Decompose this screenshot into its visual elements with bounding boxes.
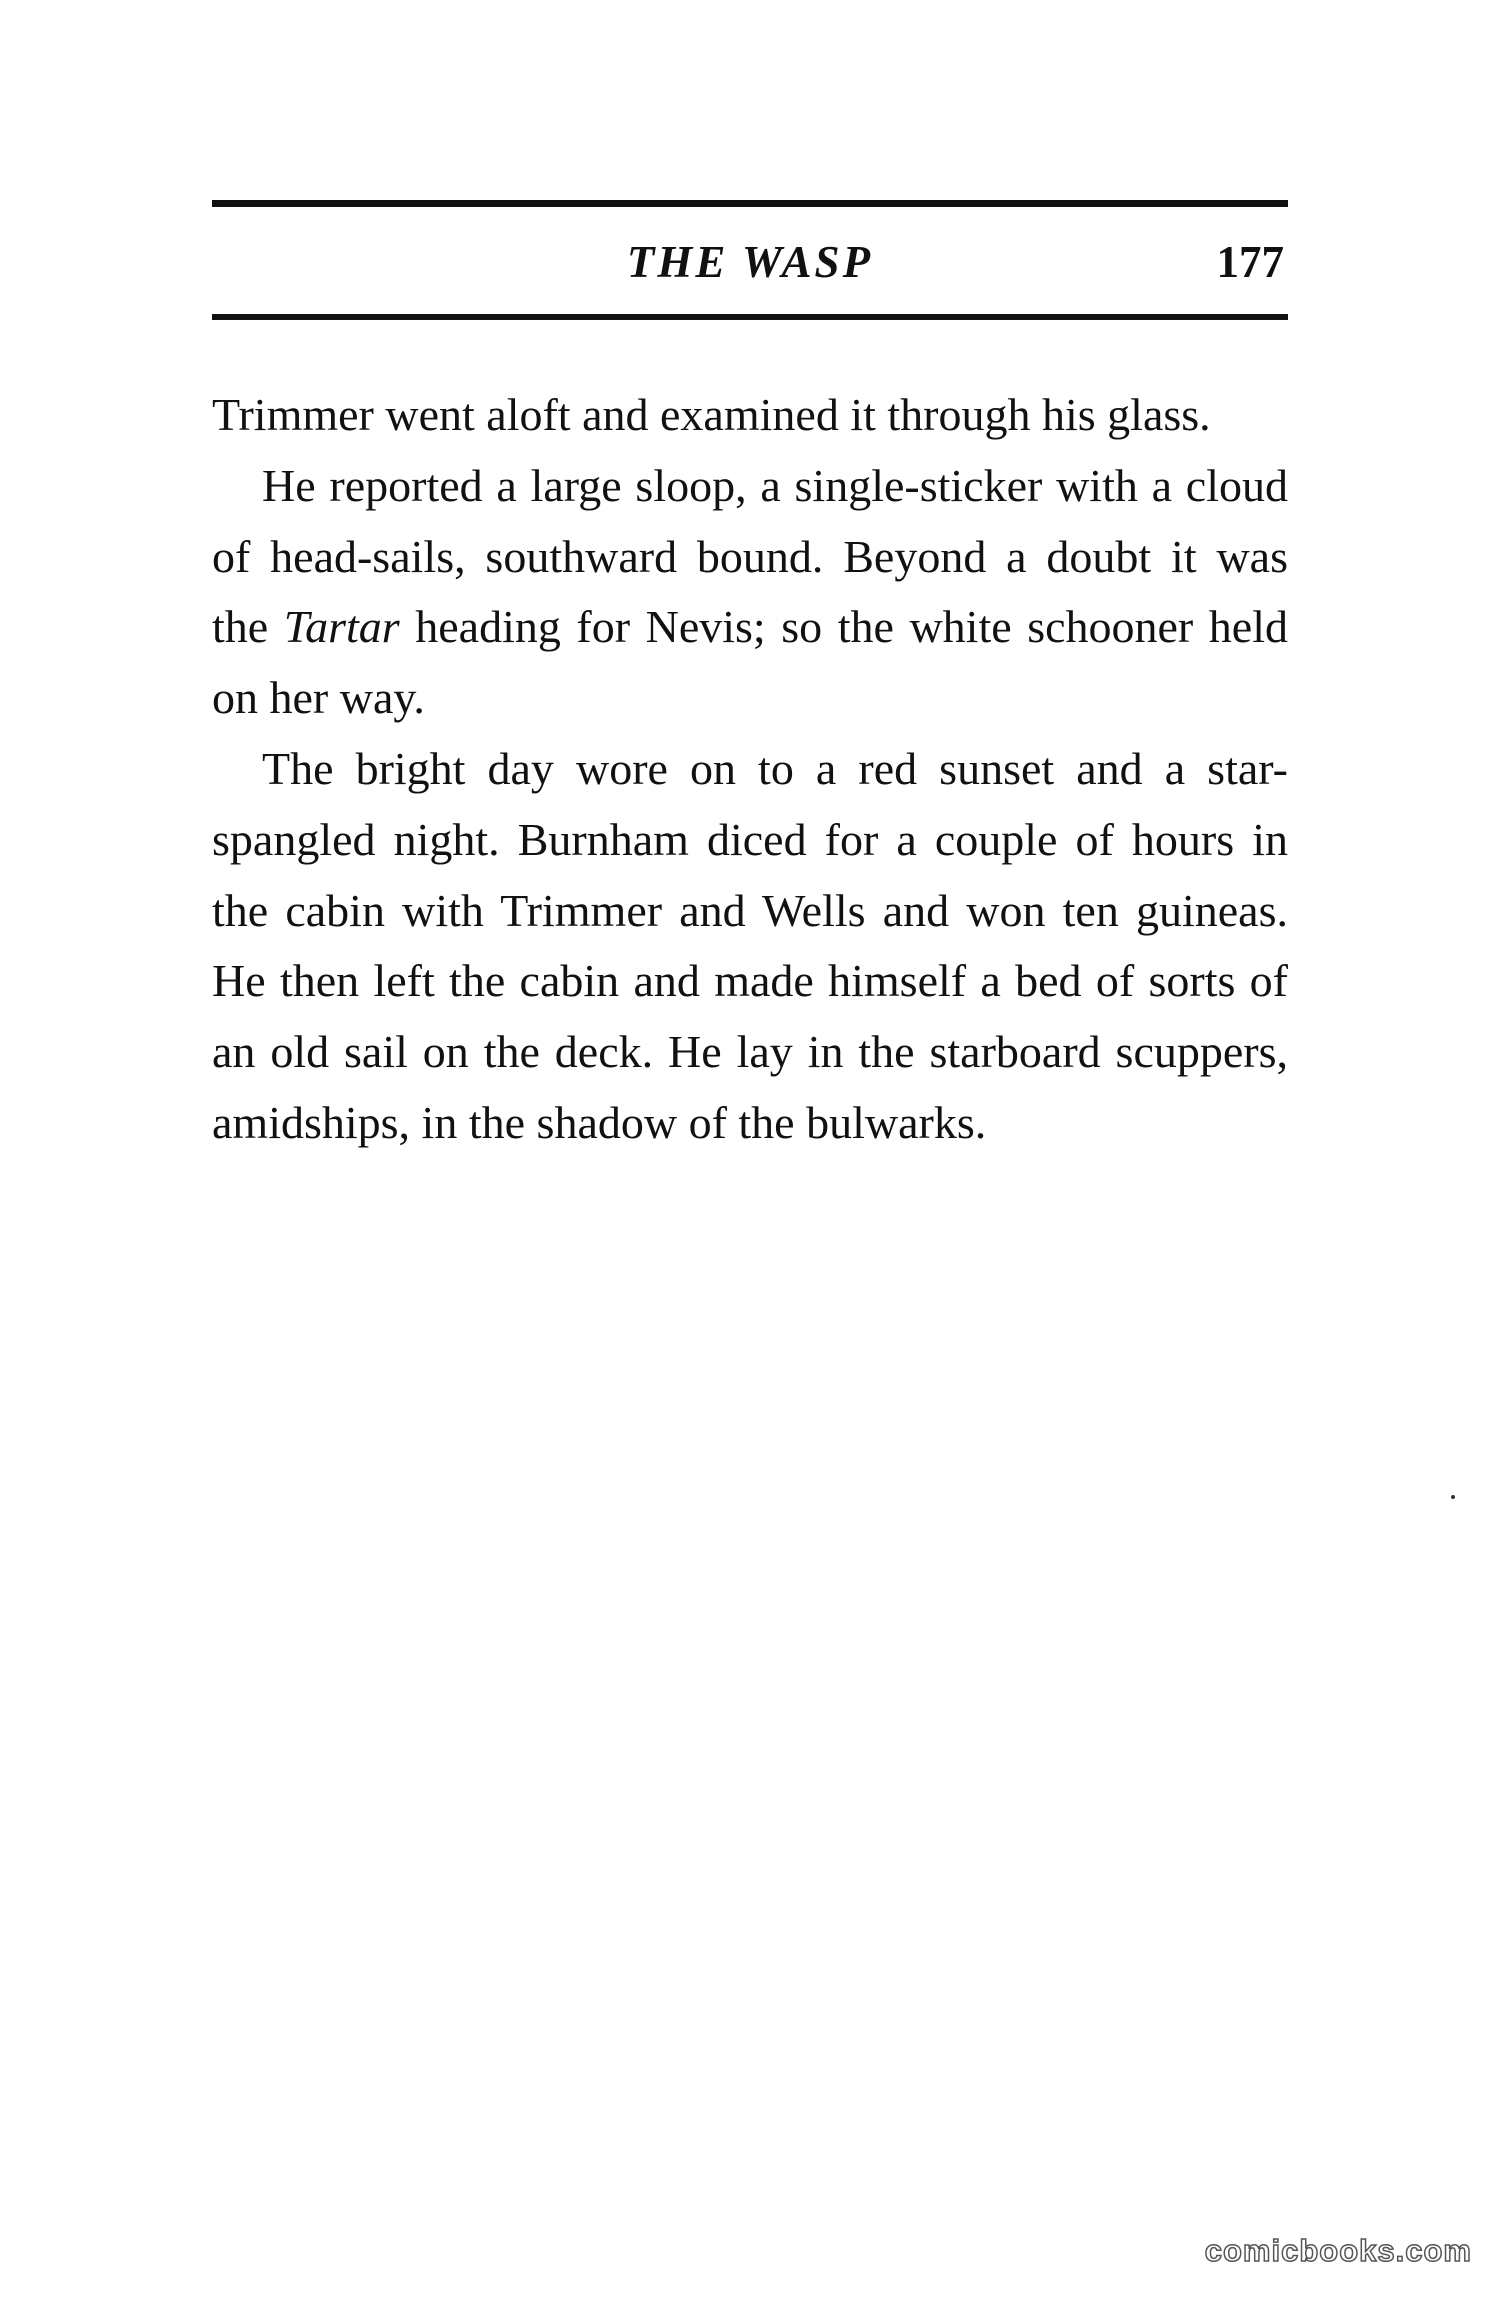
running-title: THE WASP: [626, 237, 874, 287]
paragraph-3: The bright day wore on to a red sunset and a star-spangled night. Burnham diced for a couple of hours in the cabin with Trimmer and Wells and won ten guineas. He then left the cabin and made himself a bed of sorts of an old sail on the deck. He lay in the starboard scuppers, amidships, in the shadow of the bulwarks.: [212, 742, 1288, 1148]
running-head: [212, 232, 1288, 292]
scan-speck: [1451, 1495, 1455, 1499]
header-rule-top: [212, 200, 1288, 207]
ship-name-italic: Tartar: [283, 601, 400, 653]
paragraph-1: Trimmer went aloft and examined it through his glass.: [212, 389, 1211, 440]
paragraph-2-part-a: He reported a large sloop, a single-sticker with a cloud of head-sails, southward bound. Beyond a doubt it was the: [212, 459, 1288, 653]
paragraph-2: [212, 451, 1288, 734]
body-text: [212, 380, 1288, 1159]
paragraph-2-part-b: heading for Nevis; so the white schooner held on her way.: [212, 601, 1288, 724]
page-number: 177: [1216, 237, 1284, 287]
watermark-logo: comicbooks.com: [1204, 2233, 1472, 2268]
header-rule-bottom: [212, 314, 1288, 320]
